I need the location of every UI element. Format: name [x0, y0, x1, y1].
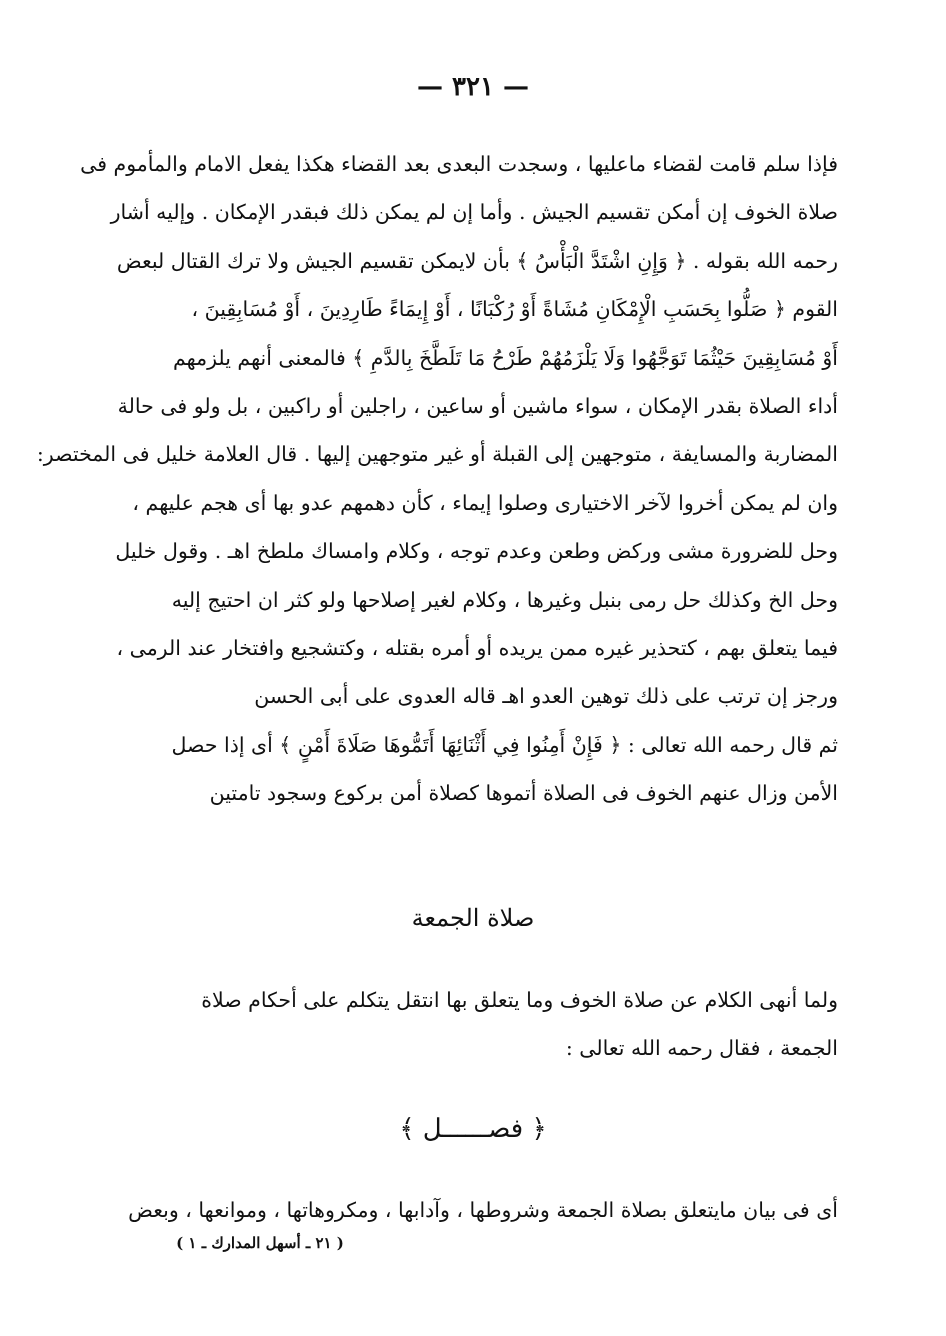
- text-line: صلاة الخوف إن أمكن تقسيم الجيش . وأما إن لم يمكن ذلك فبقدر الإمكان . وإليه أشار: [110, 200, 838, 225]
- text-line: أَوْ مُسَابِقِينَ حَيْثُمَا تَوَجَّهُوا وَلَا يَلْزَمُهُمْ طَرْحُ مَا تَلَطَّخَ بِالدَّمِ ﴾ فالمعنى أنهم يلزمهم: [173, 345, 838, 370]
- text-line: فيما يتعلق بهم ، كتحذير غيره ممن يريده أو أمره بقتله ، وكتشجيع وافتخار عند الرمى ،: [116, 635, 838, 660]
- text-line: أى فى بيان مايتعلق بصلاة الجمعة وشروطها ، وآدابها ، ومكروهاتها ، وموانعها ، وبعض: [128, 1198, 838, 1222]
- text-line: وحل للضرورة مشى وركض وطعن وعدم توجه ، وكلام وامساك ملطخ اهـ . وقول خليل: [115, 539, 838, 564]
- section-title: صلاة الجمعة: [411, 904, 535, 932]
- text-line: ولما أنهى الكلام عن صلاة الخوف وما يتعلق بها انتقل يتكلم على أحكام صلاة: [201, 988, 838, 1012]
- chapter-text-block: [118, 1186, 838, 1234]
- text-line: ورجز إن ترتب على ذلك توهين العدو اهـ قاله العدوى على أبى الحسن: [254, 684, 838, 709]
- text-line: المضاربة والمسايفة ، متوجهين إلى القبلة أو غير متوجهين إليها . قال العلامة خليل فى المختصر:: [36, 442, 838, 467]
- text-line: أداء الصلاة بقدر الإمكان ، سواء ماشين أو ساعين ، راجلين أو راكبين ، بل ولو فى حالة: [117, 393, 838, 418]
- text-line: الأمن وزال عنهم الخوف فى الصلاة أتموها كصلاة أمن بركوع وسجود تامتين: [209, 781, 838, 806]
- text-line: القوم ﴿ صَلُّوا بِحَسَبِ الْإِمْكَانِ مُشَاةً أَوْ رُكْبَانًا ، أَوْ إِيمَاءً طَارِدِينَ ، أَوْ مُسَابِقِينَ ،: [191, 297, 838, 322]
- text-line: وان لم يمكن أخروا لآخر الاختيارى وصلوا إيماء ، كأن دهمهم عدو بها أى هجم عليهم ،: [132, 490, 838, 515]
- text-line: رحمه الله بقوله . ﴿ وَإِنِ اشْتَدَّ الْبَأْسُ ﴾ بأن لايمكن تقسيم الجيش ولا ترك القتال لبعض: [116, 248, 838, 273]
- main-text-block: [36, 140, 838, 817]
- text-line: ثم قال رحمه الله تعالى : ﴿ فَإِنْ أَمِنُوا فِي أَثْنَائِهَا أَتَمُّوهَا صَلَاةَ أَمْنٍ ﴾ أى إذا حصل: [171, 732, 838, 757]
- page-number: — ٣٢١ —: [416, 72, 530, 102]
- chapter-heading: ﴿ فصــــــل ﴾: [399, 1114, 547, 1144]
- footer-note: ( ٢١ ـ أسهل المدارك ـ ١ ): [176, 1234, 344, 1252]
- text-line: فإذا سلم قامت لقضاء ماعليها ، وسجدت البعدى بعد القضاء هكذا يفعل الامام والمأموم فى: [80, 152, 838, 176]
- text-line: الجمعة ، فقال رحمه الله تعالى :: [565, 1036, 838, 1061]
- intro-text-block: [118, 976, 838, 1073]
- text-line: وحل الخ وكذلك حل رمى بنبل وغيرها ، وكلام لغير إصلاحها ولو كثر ان احتيج إليه: [171, 587, 838, 612]
